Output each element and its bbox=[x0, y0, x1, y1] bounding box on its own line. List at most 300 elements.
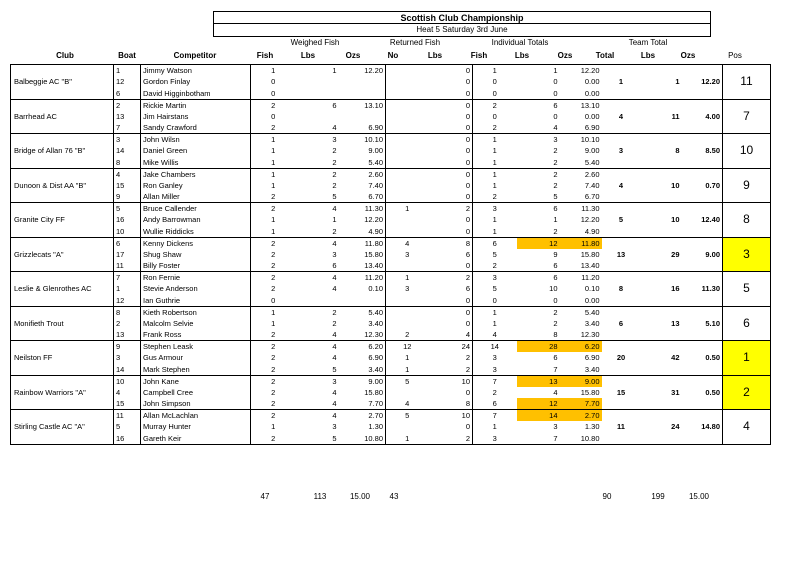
ind-fish-cell: 6 bbox=[473, 398, 517, 410]
sheet-subtitle: Heat 5 Saturday 3rd June bbox=[213, 24, 711, 37]
lbs-cell: 4 bbox=[296, 329, 339, 341]
returned-no-cell: 1 bbox=[386, 272, 429, 284]
position-cell: 1 bbox=[723, 341, 771, 376]
team-ozs-cell: 12.40 bbox=[682, 203, 723, 238]
ind-fish-cell: 7 bbox=[473, 410, 517, 422]
lbs-cell: 4 bbox=[296, 398, 339, 410]
ind-ozs-cell: 6.90 bbox=[560, 122, 602, 134]
competitor-cell: Bruce Callender bbox=[141, 203, 251, 215]
position-cell: 5 bbox=[723, 272, 771, 307]
returned-no-cell: 4 bbox=[386, 237, 429, 249]
ind-lbs-cell: 2 bbox=[517, 168, 560, 180]
lbs-cell: 3 bbox=[332, 249, 337, 259]
returned-lbs-cell: 0 bbox=[429, 168, 473, 180]
lbs-cell bbox=[296, 295, 339, 307]
team-ozs-cell: 9.00 bbox=[682, 237, 723, 272]
position-cell: 9 bbox=[723, 168, 771, 203]
competitor-cell: John Wilsn bbox=[141, 134, 251, 146]
boat-cell: 4 bbox=[114, 387, 141, 399]
returned-lbs-cell: 8 bbox=[429, 398, 473, 410]
team-total-cell: 6 bbox=[602, 306, 641, 341]
returned-lbs-cell: 0 bbox=[429, 214, 473, 226]
team-ozs-cell: 0.70 bbox=[682, 168, 723, 203]
lbs-cell: 4 bbox=[332, 284, 337, 294]
returned-lbs-cell: 2 bbox=[429, 203, 473, 215]
ind-ozs-cell: 3.40 bbox=[584, 318, 600, 328]
ozs-cell: 6.90 bbox=[339, 122, 386, 134]
competitor-cell: Allan McLachlan bbox=[141, 410, 251, 422]
position-cell: 6 bbox=[723, 306, 771, 341]
competitor-cell: Shug Shaw bbox=[141, 249, 251, 261]
boat-cell: 6 bbox=[114, 88, 141, 100]
header-boat: Boat bbox=[118, 51, 136, 60]
lbs-cell: 4 bbox=[296, 341, 339, 353]
team-lbs-cell: 24 bbox=[641, 410, 682, 445]
ind-fish-cell: 2 bbox=[473, 260, 517, 272]
table-row bbox=[11, 168, 771, 180]
team-total-cell: 15 bbox=[602, 375, 641, 410]
lbs-cell: 3 bbox=[296, 375, 339, 387]
fish-cell: 2 bbox=[251, 203, 296, 215]
returned-no-cell: 3 bbox=[405, 249, 410, 259]
fish-cell: 1 bbox=[251, 65, 296, 77]
club-name: Stirling Castle AC "A" bbox=[11, 410, 114, 445]
lbs-cell: 2 bbox=[296, 157, 339, 169]
returned-lbs-cell: 10 bbox=[429, 375, 473, 387]
position-cell: 7 bbox=[723, 99, 771, 134]
ind-ozs-cell: 12.30 bbox=[560, 329, 602, 341]
returned-lbs-cell: 0 bbox=[429, 111, 473, 123]
position-cell: 2 bbox=[723, 375, 771, 410]
lbs-cell: 4 bbox=[296, 203, 339, 215]
lbs-cell: 4 bbox=[332, 353, 337, 363]
ind-ozs-cell: 5.40 bbox=[560, 157, 602, 169]
ind-fish-cell: 0 bbox=[492, 77, 497, 87]
fish-cell: 2 bbox=[251, 329, 296, 341]
club-name: Grizzlecats "A" bbox=[11, 237, 114, 272]
ind-fish-cell: 1 bbox=[473, 226, 517, 238]
returned-lbs-cell: 0 bbox=[429, 145, 473, 157]
ind-fish-cell: 2 bbox=[473, 99, 517, 111]
fish-cell: 2 bbox=[271, 249, 276, 259]
competitor-cell: Wullie Riddicks bbox=[141, 226, 251, 238]
returned-no-cell bbox=[386, 145, 429, 157]
competitor-cell: Ron Ganley bbox=[141, 180, 251, 192]
table-row bbox=[11, 134, 771, 146]
boat-cell: 5 bbox=[114, 421, 141, 433]
competitor-cell: Allan Miller bbox=[141, 191, 251, 203]
ozs-cell: 11.80 bbox=[339, 237, 386, 249]
ind-fish-cell: 3 bbox=[473, 203, 517, 215]
team-total-cell: 4 bbox=[602, 168, 641, 203]
club-name: Leslie & Glenrothes AC bbox=[11, 272, 114, 307]
team-lbs-cell: 31 bbox=[641, 375, 682, 410]
ind-lbs-cell: 4 bbox=[553, 387, 558, 397]
ozs-cell: 9.00 bbox=[339, 145, 386, 157]
competitor-cell: Murray Hunter bbox=[141, 421, 251, 433]
competitor-cell: Campbell Cree bbox=[141, 387, 251, 399]
returned-lbs-cell: 0 bbox=[429, 306, 473, 318]
boat-cell: 10 bbox=[114, 375, 141, 387]
boat-cell: 4 bbox=[114, 168, 141, 180]
ind-lbs-cell: 8 bbox=[517, 329, 560, 341]
ind-ozs-cell: 0.00 bbox=[560, 295, 602, 307]
returned-no-cell bbox=[386, 191, 429, 203]
returned-no-cell bbox=[386, 157, 429, 169]
team-lbs-cell: 1 bbox=[641, 65, 682, 100]
table-row bbox=[11, 375, 771, 387]
lbs-cell: 2 bbox=[332, 318, 337, 328]
ozs-cell bbox=[339, 295, 386, 307]
returned-no-cell bbox=[386, 387, 429, 399]
ind-lbs-cell: 1 bbox=[553, 215, 558, 225]
total-team-total: 90 bbox=[602, 492, 612, 501]
ind-lbs-cell: 6 bbox=[517, 272, 560, 284]
lbs-cell bbox=[296, 88, 339, 100]
returned-no-cell bbox=[386, 295, 429, 307]
position-cell: 10 bbox=[723, 134, 771, 169]
ozs-cell bbox=[339, 76, 386, 88]
returned-lbs-cell: 0 bbox=[429, 421, 473, 433]
lbs-cell: 4 bbox=[296, 122, 339, 134]
fish-cell: 1 bbox=[271, 215, 276, 225]
returned-lbs-cell: 0 bbox=[429, 65, 473, 77]
boat-cell: 15 bbox=[114, 180, 141, 192]
returned-no-cell: 3 bbox=[405, 284, 410, 294]
ind-ozs-cell: 9.00 bbox=[560, 375, 602, 387]
returned-lbs-cell: 0 bbox=[429, 191, 473, 203]
returned-no-cell: 2 bbox=[386, 329, 429, 341]
returned-no-cell: 1 bbox=[405, 353, 410, 363]
boat-cell: 3 bbox=[114, 134, 141, 146]
boat-cell: 9 bbox=[114, 341, 141, 353]
ind-lbs-cell: 2 bbox=[517, 226, 560, 238]
returned-no-cell bbox=[386, 306, 429, 318]
boat-cell: 14 bbox=[114, 145, 141, 157]
returned-lbs-cell: 0 bbox=[429, 260, 473, 272]
club-name: Rainbow Warriors "A" bbox=[11, 375, 114, 410]
returned-no-cell bbox=[386, 111, 429, 123]
returned-no-cell bbox=[386, 65, 429, 77]
ozs-cell: 4.90 bbox=[339, 226, 386, 238]
ozs-cell: 11.20 bbox=[339, 272, 386, 284]
ind-ozs-cell: 4.90 bbox=[560, 226, 602, 238]
ind-lbs-cell: 1 bbox=[517, 65, 560, 77]
team-lbs-cell: 11 bbox=[641, 99, 682, 134]
returned-lbs-cell: 2 bbox=[429, 352, 473, 364]
ozs-cell: 1.30 bbox=[339, 421, 386, 433]
ind-lbs-cell: 0 bbox=[553, 77, 558, 87]
ozs-cell: 13.10 bbox=[339, 99, 386, 111]
lbs-cell: 3 bbox=[296, 134, 339, 146]
ozs-cell: 6.90 bbox=[339, 352, 386, 364]
ind-lbs-cell: 12 bbox=[517, 398, 560, 410]
fish-cell: 1 bbox=[251, 226, 296, 238]
fish-cell: 1 bbox=[271, 422, 276, 432]
lbs-cell: 6 bbox=[296, 99, 339, 111]
ind-lbs-cell: 9 bbox=[553, 249, 558, 259]
returned-no-cell bbox=[386, 226, 429, 238]
ind-ozs-cell: 2.60 bbox=[560, 168, 602, 180]
ind-ozs-cell: 3.40 bbox=[560, 364, 602, 376]
lbs-cell: 5 bbox=[296, 191, 339, 203]
returned-lbs-cell: 8 bbox=[429, 237, 473, 249]
returned-no-cell: 5 bbox=[386, 410, 429, 422]
competitor-cell: Kieth Robertson bbox=[141, 306, 251, 318]
club-name: Neilston FF bbox=[11, 341, 114, 376]
ozs-cell: 13.40 bbox=[339, 260, 386, 272]
ind-lbs-cell: 0 bbox=[517, 295, 560, 307]
returned-lbs-cell: 0 bbox=[429, 122, 473, 134]
competitor-cell: John Simpson bbox=[141, 398, 251, 410]
boat-cell: 11 bbox=[114, 410, 141, 422]
fish-cell: 0 bbox=[251, 88, 296, 100]
lbs-cell: 1 bbox=[332, 215, 337, 225]
ind-ozs-cell: 6.70 bbox=[560, 191, 602, 203]
ind-ozs-cell: 0.10 bbox=[584, 284, 600, 294]
ind-fish-cell: 1 bbox=[492, 422, 497, 432]
table-row bbox=[11, 203, 771, 215]
competitor-cell: John Kane bbox=[141, 375, 251, 387]
ind-lbs-cell: 12 bbox=[517, 237, 560, 249]
ind-fish-cell: 3 bbox=[473, 433, 517, 445]
returned-no-cell: 5 bbox=[386, 375, 429, 387]
ind-lbs-cell: 6 bbox=[517, 99, 560, 111]
header-total: Total bbox=[595, 51, 615, 60]
team-ozs-cell: 14.80 bbox=[682, 410, 723, 445]
ind-fish-cell: 1 bbox=[473, 168, 517, 180]
lbs-cell: 5 bbox=[296, 433, 339, 445]
boat-cell: 14 bbox=[114, 364, 141, 376]
header-ind-fish: Fish bbox=[470, 51, 488, 60]
group-returned-fish: Returned Fish bbox=[389, 38, 441, 47]
fish-cell: 1 bbox=[271, 180, 276, 190]
returned-no-cell bbox=[386, 76, 429, 88]
ozs-cell: 9.00 bbox=[339, 375, 386, 387]
fish-cell: 2 bbox=[251, 260, 296, 272]
ind-ozs-cell: 2.70 bbox=[560, 410, 602, 422]
returned-no-cell bbox=[386, 214, 429, 226]
ozs-cell: 12.30 bbox=[339, 329, 386, 341]
ozs-cell: 3.40 bbox=[339, 318, 386, 330]
fish-cell: 2 bbox=[251, 398, 296, 410]
ind-fish-cell: 5 bbox=[492, 249, 497, 259]
club-name: Monifieth Trout bbox=[11, 306, 114, 341]
competitor-cell: David Higginbotham bbox=[141, 88, 251, 100]
competitor-cell: Billy Foster bbox=[141, 260, 251, 272]
boat-cell: 2 bbox=[114, 318, 141, 330]
fish-cell: 1 bbox=[251, 134, 296, 146]
competitor-cell: Frank Ross bbox=[141, 329, 251, 341]
group-individual-totals: Individual Totals bbox=[491, 38, 549, 47]
fish-cell: 2 bbox=[271, 353, 276, 363]
competitor-cell: Malcolm Selvie bbox=[141, 318, 251, 330]
boat-cell: 12 bbox=[114, 295, 141, 307]
returned-lbs-cell: 0 bbox=[429, 99, 473, 111]
ind-fish-cell: 1 bbox=[473, 306, 517, 318]
position-cell: 3 bbox=[723, 237, 771, 272]
returned-lbs-cell: 0 bbox=[429, 134, 473, 146]
competitor-cell: Ian Guthrie bbox=[141, 295, 251, 307]
ind-lbs-cell: 6 bbox=[517, 203, 560, 215]
ind-lbs-cell: 3 bbox=[553, 422, 558, 432]
header-fish: Fish bbox=[256, 51, 274, 60]
returned-no-cell bbox=[386, 318, 429, 330]
lbs-cell: 6 bbox=[296, 260, 339, 272]
boat-cell: 17 bbox=[114, 249, 141, 261]
boat-cell: 13 bbox=[114, 111, 141, 123]
lbs-cell bbox=[296, 111, 339, 123]
team-lbs-cell: 10 bbox=[641, 168, 682, 203]
ozs-cell: 12.20 bbox=[339, 214, 386, 226]
returned-lbs-cell: 10 bbox=[429, 410, 473, 422]
fish-cell: 0 bbox=[271, 77, 276, 87]
boat-cell: 1 bbox=[114, 283, 141, 295]
results-table bbox=[10, 64, 771, 445]
returned-no-cell bbox=[386, 99, 429, 111]
ozs-cell: 15.80 bbox=[339, 387, 386, 399]
returned-no-cell: 12 bbox=[386, 341, 429, 353]
ind-fish-cell: 3 bbox=[492, 353, 497, 363]
ind-lbs-cell: 2 bbox=[553, 180, 558, 190]
team-lbs-cell: 8 bbox=[641, 134, 682, 169]
fish-cell: 2 bbox=[251, 341, 296, 353]
competitor-cell: Mike Willis bbox=[141, 157, 251, 169]
fish-cell: 2 bbox=[251, 272, 296, 284]
team-total-cell: 3 bbox=[602, 134, 641, 169]
ind-lbs-cell: 10 bbox=[549, 284, 558, 294]
competitor-cell: Kenny Dickens bbox=[141, 237, 251, 249]
ind-lbs-cell: 6 bbox=[553, 353, 558, 363]
returned-lbs-cell: 2 bbox=[429, 433, 473, 445]
competitor-cell: Ron Fernie bbox=[141, 272, 251, 284]
ind-ozs-cell: 6.90 bbox=[584, 353, 600, 363]
header-team-lbs: Lbs bbox=[640, 51, 656, 60]
fish-cell: 0 bbox=[271, 111, 276, 121]
total-team-lbs: 199 bbox=[651, 492, 665, 501]
lbs-cell: 1 bbox=[296, 65, 339, 77]
ozs-cell bbox=[339, 111, 386, 123]
ozs-cell: 3.40 bbox=[339, 364, 386, 376]
total-team-ozs: 15.00 bbox=[688, 492, 710, 501]
club-name: Barrhead AC bbox=[11, 99, 114, 134]
ind-ozs-cell: 7.40 bbox=[584, 180, 600, 190]
boat-cell: 16 bbox=[114, 433, 141, 445]
ind-ozs-cell: 6.20 bbox=[560, 341, 602, 353]
ind-fish-cell: 1 bbox=[492, 180, 497, 190]
ind-fish-cell: 4 bbox=[473, 329, 517, 341]
returned-no-cell: 4 bbox=[386, 398, 429, 410]
ind-fish-cell: 3 bbox=[473, 364, 517, 376]
returned-lbs-cell: 0 bbox=[429, 157, 473, 169]
ind-lbs-cell: 2 bbox=[517, 157, 560, 169]
ind-lbs-cell: 13 bbox=[517, 375, 560, 387]
fish-cell: 1 bbox=[271, 146, 276, 156]
ind-ozs-cell: 0.00 bbox=[560, 88, 602, 100]
team-total-cell: 1 bbox=[602, 65, 641, 100]
boat-cell: 13 bbox=[114, 329, 141, 341]
ozs-cell bbox=[339, 88, 386, 100]
ozs-cell: 6.70 bbox=[339, 191, 386, 203]
team-lbs-cell: 13 bbox=[641, 306, 682, 341]
group-weighed-fish: Weighed Fish bbox=[290, 38, 340, 47]
team-ozs-cell: 12.20 bbox=[682, 65, 723, 100]
table-row bbox=[11, 99, 771, 111]
team-ozs-cell: 4.00 bbox=[682, 99, 723, 134]
ind-ozs-cell: 11.80 bbox=[560, 237, 602, 249]
fish-cell: 2 bbox=[251, 122, 296, 134]
team-ozs-cell: 11.30 bbox=[682, 272, 723, 307]
lbs-cell: 2 bbox=[296, 226, 339, 238]
ind-fish-cell: 1 bbox=[492, 146, 497, 156]
team-total-cell: 11 bbox=[602, 410, 641, 445]
team-ozs-cell: 5.10 bbox=[682, 306, 723, 341]
returned-lbs-cell: 0 bbox=[429, 180, 473, 192]
returned-lbs-cell: 0 bbox=[429, 387, 473, 399]
team-total-cell: 4 bbox=[602, 99, 641, 134]
ind-ozs-cell: 13.10 bbox=[560, 99, 602, 111]
boat-cell: 16 bbox=[114, 214, 141, 226]
ind-lbs-cell: 2 bbox=[553, 146, 558, 156]
returned-no-cell bbox=[386, 88, 429, 100]
competitor-cell: Gus Armour bbox=[141, 352, 251, 364]
team-total-cell: 8 bbox=[602, 272, 641, 307]
team-ozs-cell: 0.50 bbox=[682, 375, 723, 410]
fish-cell: 2 bbox=[251, 237, 296, 249]
ind-fish-cell: 0 bbox=[473, 88, 517, 100]
boat-cell: 1 bbox=[114, 65, 141, 77]
ozs-cell: 10.10 bbox=[339, 134, 386, 146]
club-name: Granite City FF bbox=[11, 203, 114, 238]
competitor-cell: Daniel Green bbox=[141, 145, 251, 157]
table-row bbox=[11, 65, 771, 77]
ozs-cell: 10.80 bbox=[339, 433, 386, 445]
sheet-title: Scottish Club Championship bbox=[213, 11, 711, 24]
ozs-cell: 5.40 bbox=[339, 157, 386, 169]
fish-cell: 1 bbox=[271, 318, 276, 328]
table-row bbox=[11, 410, 771, 422]
competitor-cell: Jimmy Watson bbox=[141, 65, 251, 77]
ind-lbs-cell: 14 bbox=[517, 410, 560, 422]
returned-lbs-cell: 4 bbox=[429, 329, 473, 341]
lbs-cell: 3 bbox=[332, 422, 337, 432]
ozs-cell: 11.30 bbox=[339, 203, 386, 215]
competitor-cell: Sandy Crawford bbox=[141, 122, 251, 134]
returned-lbs-cell: 6 bbox=[429, 249, 473, 261]
ind-fish-cell: 2 bbox=[473, 122, 517, 134]
ind-fish-cell: 1 bbox=[492, 215, 497, 225]
header-ind-ozs: Ozs bbox=[557, 51, 573, 60]
returned-lbs-cell: 0 bbox=[429, 76, 473, 88]
fish-cell: 2 bbox=[251, 191, 296, 203]
total-fish: 47 bbox=[260, 492, 270, 501]
ozs-cell: 6.20 bbox=[339, 341, 386, 353]
ind-fish-cell: 0 bbox=[492, 111, 497, 121]
boat-cell: 6 bbox=[114, 237, 141, 249]
total-lbs: 113 bbox=[313, 492, 327, 501]
fish-cell: 2 bbox=[271, 284, 276, 294]
boat-cell: 5 bbox=[114, 203, 141, 215]
ind-ozs-cell: 0.00 bbox=[584, 77, 600, 87]
competitor-cell: Stevie Anderson bbox=[141, 283, 251, 295]
table-row bbox=[11, 237, 771, 249]
lbs-cell: 5 bbox=[296, 364, 339, 376]
ind-ozs-cell: 11.30 bbox=[560, 203, 602, 215]
ind-ozs-cell: 10.80 bbox=[560, 433, 602, 445]
returned-no-cell bbox=[386, 260, 429, 272]
boat-cell: 2 bbox=[114, 99, 141, 111]
header-returned-lbs: Lbs bbox=[427, 51, 443, 60]
